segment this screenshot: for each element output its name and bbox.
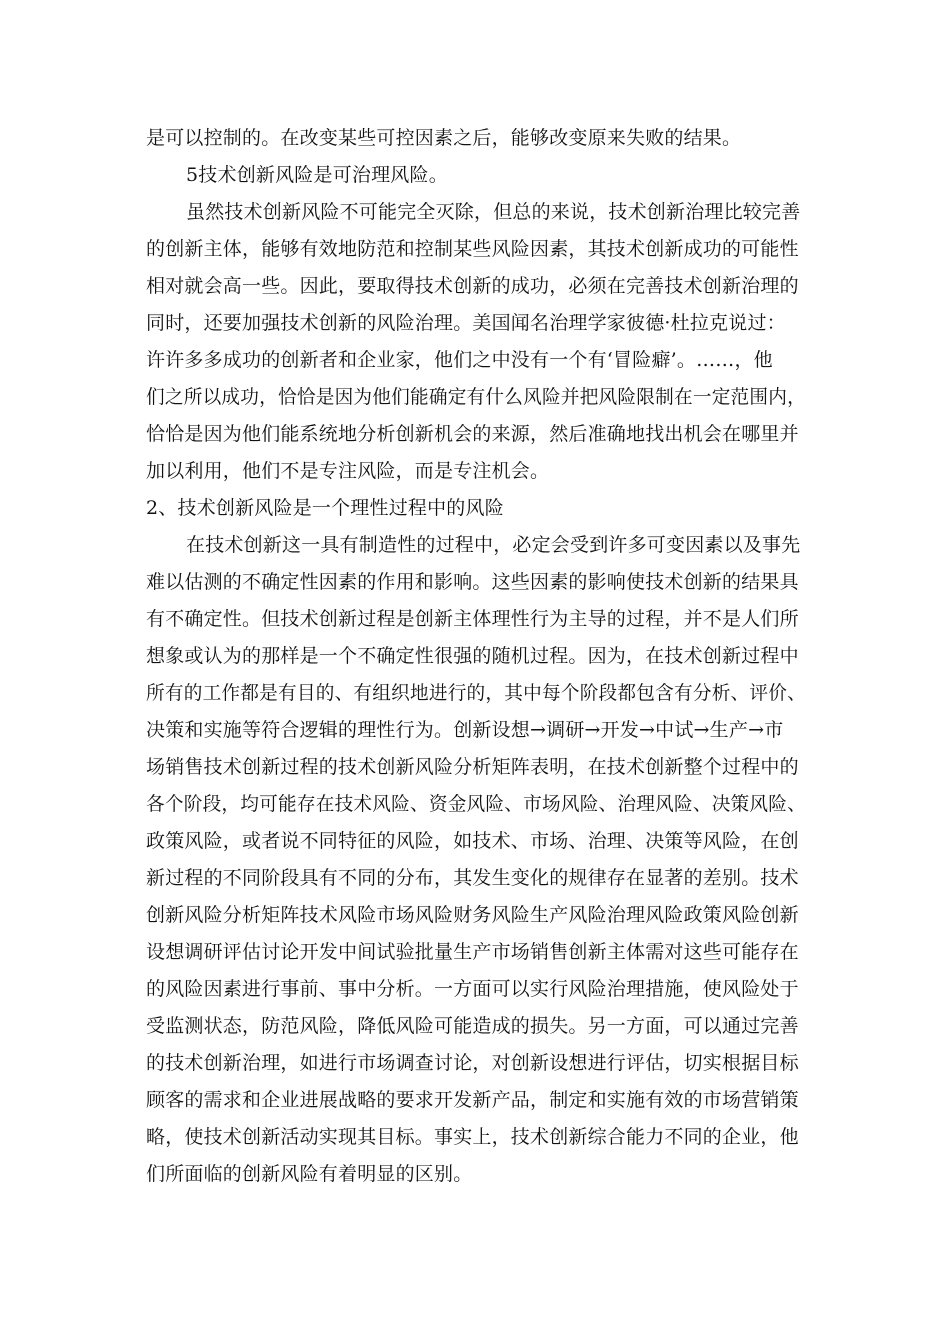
text-line: 的创新主体，能够有效地防范和控制某些风险因素，其技术创新成功的可能性	[146, 238, 799, 260]
text-line: 同时，还要加强技术创新的风险治理。美国闻名治理学家彼德·杜拉克说过：	[146, 312, 786, 334]
text-line: 相对就会高一些。因此，要取得技术创新的成功，必须在完善技术创新治理的	[146, 275, 799, 297]
text-line: 恰恰是因为他们能系统地分析创新机会的来源，然后准确地找出机会在哪里并	[146, 423, 799, 445]
text-line: 在技术创新这一具有制造性的过程中，必定会受到许多可变因素以及事先	[186, 534, 801, 556]
text-line: 决策和实施等符合逻辑的理性行为。创新设想→调研→开发→中试→生产→市	[146, 719, 784, 741]
text-line: 创新风险分析矩阵技术风险市场风险财务风险生产风险治理风险政策风险创新	[146, 904, 799, 926]
text-line: 许许多多成功的创新者和企业家，他们之中没有一个有‘冒险癖’。……，他	[146, 349, 773, 371]
text-line: 设想调研评估讨论开发中间试验批量生产市场销售创新主体需对这些可能存在	[146, 941, 799, 963]
text-line: 有不确定性。但技术创新过程是创新主体理性行为主导的过程，并不是人们所	[146, 608, 799, 630]
text-line: 各个阶段，均可能存在技术风险、资金风险、市场风险、治理风险、决策风险、	[146, 793, 806, 815]
text-line: 所有的工作都是有目的、有组织地进行的，其中每个阶段都包含有分析、评价、	[146, 682, 806, 704]
text-line: 想象或认为的那样是一个不确定性很强的随机过程。因为，在技术创新过程中	[146, 645, 799, 667]
text-line: 们所面临的创新风险有着明显的区别。	[146, 1163, 473, 1185]
text-line: 加以利用，他们不是专注风险，而是专注机会。	[146, 460, 550, 482]
text-line: 5技术创新风险是可治理风险。	[186, 164, 448, 186]
text-line: 顾客的需求和企业进展战略的要求开发新产品，制定和实施有效的市场营销策	[146, 1089, 799, 1111]
text-line: 难以估测的不确定性因素的作用和影响。这些因素的影响使技术创新的结果具	[146, 571, 799, 593]
text-line: 受监测状态，防范风险，降低风险可能造成的损失。另一方面，可以通过完善	[146, 1015, 799, 1037]
text-line: 场销售技术创新过程的技术创新风险分析矩阵表明，在技术创新整个过程中的	[146, 756, 799, 778]
text-line: 略，使技术创新活动实现其目标。事实上，技术创新综合能力不同的企业，他	[146, 1126, 799, 1148]
text-line: 的风险因素进行事前、事中分析。一方面可以实行风险治理措施，使风险处于	[146, 978, 799, 1000]
text-line: 们之所以成功，恰恰是因为他们能确定有什么风险并把风险限制在一定范围内，	[146, 386, 806, 408]
text-line: 虽然技术创新风险不可能完全灭除，但总的来说，技术创新治理比较完善	[186, 201, 801, 223]
text-line: 政策风险，或者说不同特征的风险，如技术、市场、治理、决策等风险，在创	[146, 830, 799, 852]
text-line: 是可以控制的。在改变某些可控因素之后，能够改变原来失败的结果。	[146, 127, 742, 149]
text-line: 的技术创新治理，如进行市场调查讨论，对创新设想进行评估，切实根据目标	[146, 1052, 799, 1074]
section-heading: 2、技术创新风险是一个理性过程中的风险	[146, 497, 504, 519]
text-line: 新过程的不同阶段具有不同的分布，其发生变化的规律存在显著的差别。技术	[146, 867, 799, 889]
